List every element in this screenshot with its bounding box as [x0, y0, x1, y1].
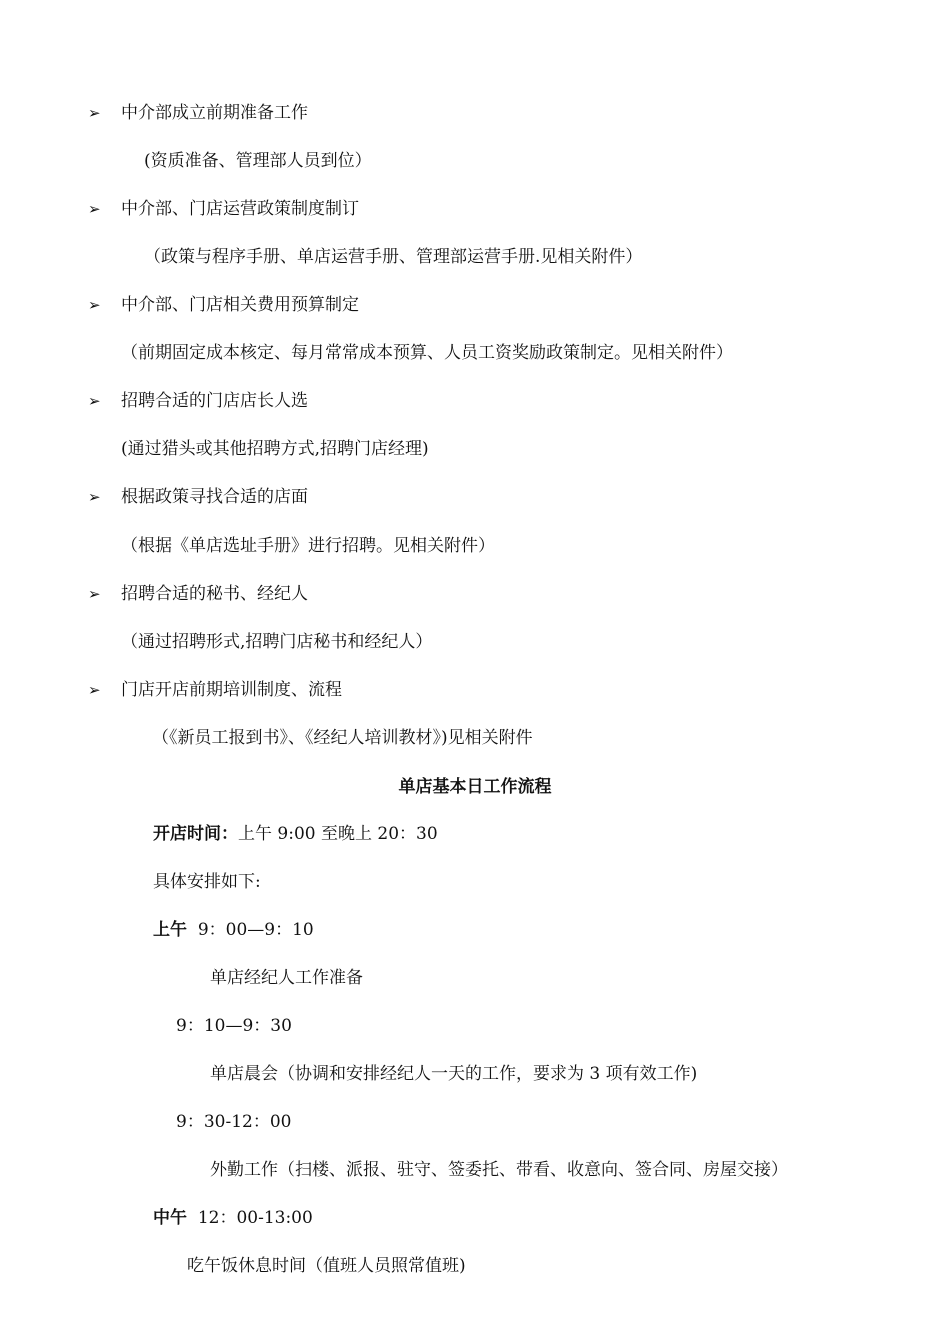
bullet-icon: ➢ — [88, 585, 101, 603]
list-item-title: 门店开店前期培训制度、流程 — [121, 680, 342, 700]
list-item-note: （根据《单店选址手册》进行招聘。见相关附件） — [121, 536, 495, 556]
list-item-title: 根据政策寻找合适的店面 — [121, 487, 308, 507]
list-item-title: 招聘合适的秘书、经纪人 — [121, 584, 308, 604]
opening-hours-value: 上午 9:00 至晚上 20：30 — [238, 824, 438, 844]
slot-task: 单店经纪人工作准备 — [210, 968, 363, 988]
slot-task: 吃午饭休息时间（值班人员照常值班) — [187, 1256, 466, 1276]
bullet-icon: ➢ — [88, 200, 101, 218]
slot-task: 单店晨会（协调和安排经纪人一天的工作，要求为 3 项有效工作) — [210, 1064, 698, 1084]
slot-time: 9：30-12：00 — [176, 1112, 292, 1132]
slot-time: 9：00—9：10 — [197, 920, 314, 940]
list-item-title: 中介部、门店运营政策制度制订 — [121, 199, 359, 219]
arrangement-text: 具体安排如下: — [153, 872, 261, 892]
noon-label: 中午 — [153, 1208, 187, 1228]
list-item-note: （通过招聘形式,招聘门店秘书和经纪人） — [121, 632, 433, 652]
list-item-title: 中介部、门店相关费用预算制定 — [121, 295, 359, 315]
bullet-icon: ➢ — [88, 392, 101, 410]
bullet-icon: ➢ — [88, 681, 101, 699]
list-item-title: 中介部成立前期准备工作 — [121, 103, 308, 123]
schedule-slot-header — [153, 918, 314, 942]
list-item-title: 招聘合适的门店店长人选 — [121, 391, 308, 411]
opening-hours — [153, 822, 438, 846]
bullet-icon: ➢ — [88, 104, 101, 122]
list-item-note: (资质准备、管理部人员到位） — [144, 151, 372, 171]
schedule-slot-header — [153, 1206, 313, 1230]
morning-label: 上午 — [153, 920, 187, 940]
slot-time: 9：10—9：30 — [176, 1016, 292, 1036]
bullet-icon: ➢ — [88, 488, 101, 506]
section-title: 单店基本日工作流程 — [398, 777, 552, 797]
list-item-note: （前期固定成本核定、每月常常成本预算、人员工资奖励政策制定。见相关附件） — [121, 343, 733, 363]
slot-time: 12：00-13:00 — [197, 1208, 313, 1228]
list-item-note: （政策与程序手册、单店运营手册、管理部运营手册.见相关附件） — [144, 247, 643, 267]
opening-hours-label: 开店时间： — [153, 824, 238, 844]
list-item-note: (通过猎头或其他招聘方式,招聘门店经理) — [121, 439, 429, 459]
bullet-icon: ➢ — [88, 296, 101, 314]
list-item-note: （《新员工报到书》、《经纪人培训教材》)见相关附件 — [152, 728, 533, 748]
slot-task: 外勤工作（扫楼、派报、驻守、签委托、带看、收意向、签合同、房屋交接） — [210, 1160, 788, 1180]
